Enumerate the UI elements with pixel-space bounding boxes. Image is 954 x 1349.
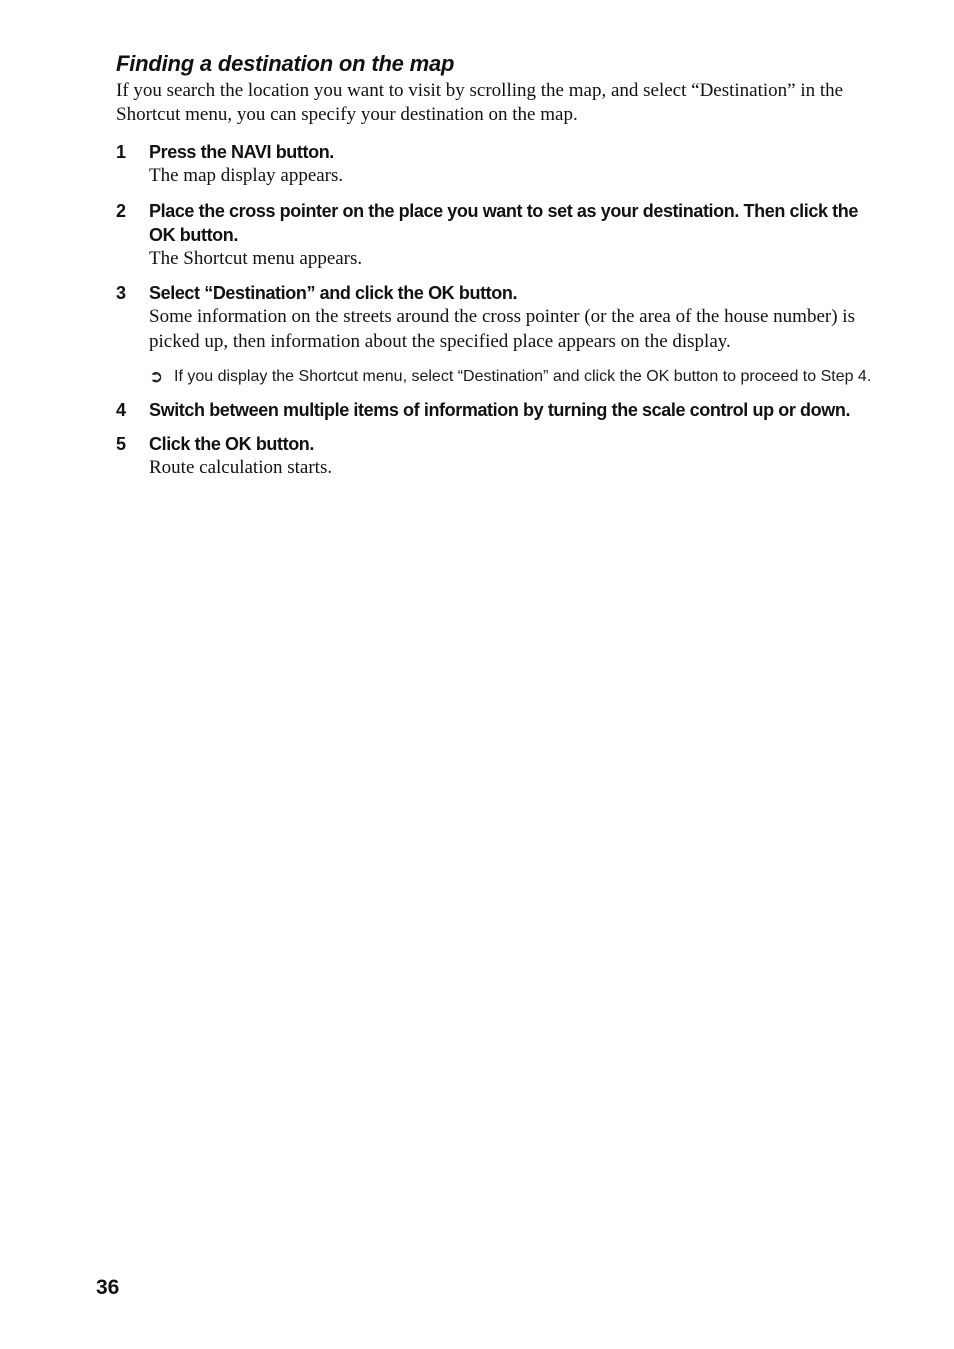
step-note — [149, 366, 872, 388]
step-2 — [116, 199, 872, 272]
step-description: The map display appears. — [149, 165, 344, 186]
step-title: Press the NAVI button. — [149, 142, 334, 162]
step-description: The Shortcut menu appears. — [149, 247, 363, 269]
note-text: If you display the Shortcut menu, select “Destination” and click the OK button to proceed to Step 4. — [174, 368, 872, 385]
step-title: Place the cross pointer on the place you want to set as your destination. Then click the OK button. — [149, 200, 858, 245]
step-4 — [116, 398, 872, 422]
step-1 — [116, 140, 872, 189]
step-number: 3 — [116, 283, 127, 303]
step-title: Click the OK button. — [149, 434, 314, 454]
step-5 — [116, 432, 872, 481]
step-number: 5 — [116, 434, 127, 454]
steps-list — [116, 140, 872, 481]
step-number: 2 — [116, 200, 127, 221]
section-intro: If you search the location you want to visit by scrolling the map, and select “Destination” in the Shortcut menu, you can specify your destination on the map. — [116, 80, 844, 125]
step-title: Switch between multiple items of information by turning the scale control up or down. — [149, 400, 851, 420]
step-title: Select “Destination” and click the OK button. — [149, 283, 518, 303]
step-description: Route calculation starts. — [149, 457, 333, 478]
step-number: 1 — [116, 142, 127, 162]
step-description: Some information on the streets around the cross pointer (or the area of the house number) is picked up, then information about the specified place appears on the display. — [149, 306, 855, 352]
section-title: Finding a destination on the map — [116, 51, 455, 76]
step-number: 4 — [116, 400, 127, 420]
step-3 — [116, 281, 872, 388]
page-content — [116, 50, 872, 491]
arrow-note-icon: ➲ — [149, 367, 164, 386]
page-number: 36 — [96, 1276, 120, 1299]
